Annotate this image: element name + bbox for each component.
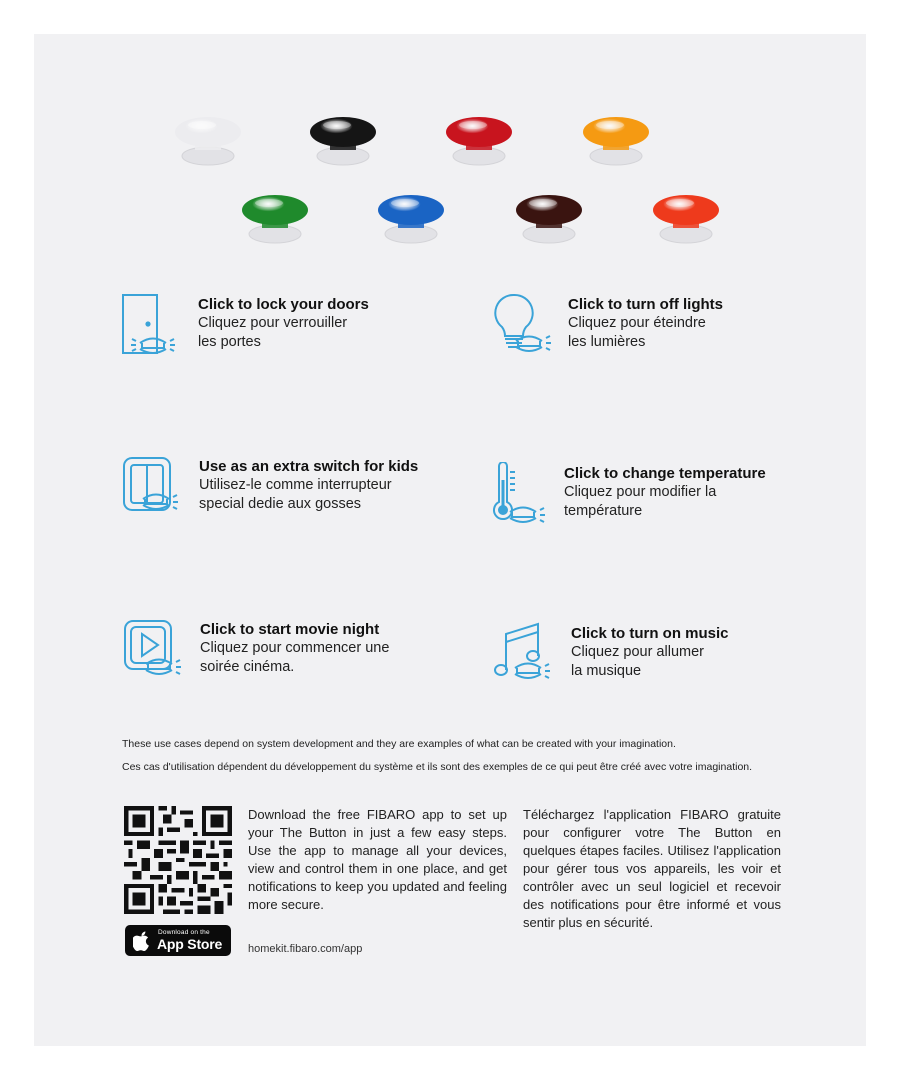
- wall-switch-icon: [121, 455, 185, 519]
- orange-button: [576, 108, 656, 178]
- green-button: [235, 186, 315, 256]
- blue-button: [371, 186, 451, 256]
- door-icon: [120, 293, 184, 357]
- white-button: [168, 108, 248, 178]
- apple-logo-icon: [133, 931, 151, 951]
- red-button: [439, 108, 519, 178]
- lightbulb-icon: [490, 293, 554, 357]
- disclaimer-french: Ces cas d'utilisation dépendent du développement du système et ils sont des exemples de ce qui peut être créé avec votre imagination.: [122, 761, 753, 773]
- download-text-french: Téléchargez l'application FIBARO gratuite pour configurer votre The Button en quelques étapes faciles. Utilisez l'application pour gérer tous vos appareils, les voir et contrôler avec un seul logiciel et recevoir des notifications pour être informé et vous sentir plus en sécurité.: [523, 807, 781, 930]
- usecase-description: Cliquez pour modifier la température: [564, 484, 717, 519]
- usecase-description: Utilisez-le comme interrupteur special dedie aux gosses: [199, 477, 392, 512]
- usecase-description: Cliquez pour éteindre les lumières: [568, 315, 706, 350]
- app-store-button[interactable]: [125, 925, 231, 956]
- usecase-title: Use as an extra switch for kids: [199, 458, 419, 475]
- app-store-label: App Store: [157, 936, 223, 952]
- app-store-caption: Download on the: [158, 929, 210, 936]
- usecase-title: Click to start movie night: [200, 621, 380, 638]
- disclaimer-english: These use cases depend on system development and they are examples of what can be created with your imagination.: [122, 738, 676, 750]
- play-icon: [122, 618, 186, 682]
- vermilion-button: [646, 186, 726, 256]
- usecase-description: Cliquez pour verrouiller les portes: [198, 315, 348, 350]
- usecase-title: Click to turn off lights: [568, 296, 723, 313]
- usecase-title: Click to lock your doors: [198, 296, 369, 313]
- usecase-description: Cliquez pour commencer une soirée cinéma.: [200, 640, 390, 675]
- app-url-link[interactable]: homekit.fibaro.com/app: [248, 943, 363, 955]
- download-text-english: Download the free FIBARO app to set up your The Button in just a few easy steps. Use the app to manage all your devices, view and control them in one place, and get notifications to keep you updated and feeling more secure.: [248, 807, 507, 912]
- usecase-description: Cliquez pour allumer la musique: [571, 644, 704, 679]
- brown-button: [509, 186, 589, 256]
- music-note-icon: [493, 622, 557, 686]
- thermometer-icon: [486, 462, 550, 526]
- qr-code-icon: [124, 806, 232, 914]
- black-button: [303, 108, 383, 178]
- usecase-title: Click to turn on music: [571, 625, 729, 642]
- usecase-title: Click to change temperature: [564, 465, 766, 482]
